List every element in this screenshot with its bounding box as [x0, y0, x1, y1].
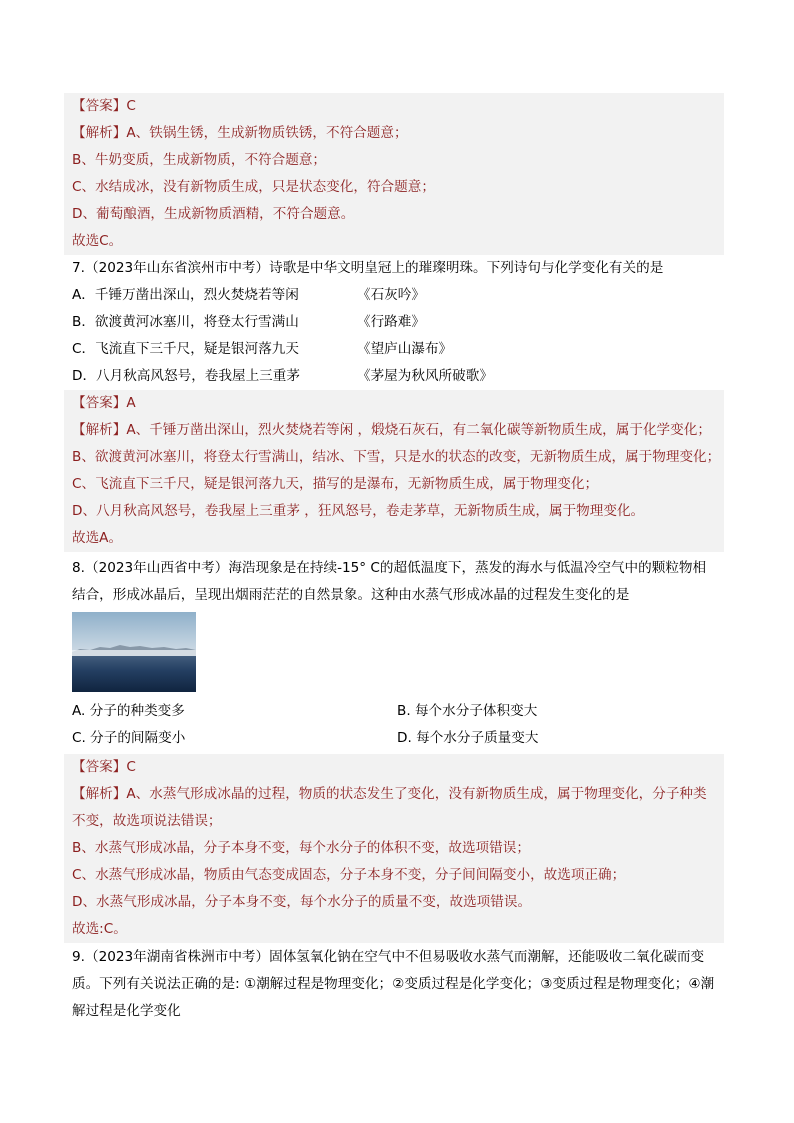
- analysis-line: D、葡萄酿酒，生成新物质酒精，不符合题意。: [72, 206, 355, 222]
- analysis-line: B、欲渡黄河冰塞川，将登太行雪满山，结冰、下雪，只是水的状态的改变，无新物质生成，属于物理变化；: [72, 449, 721, 465]
- analysis-line: C、飞流直下三千尺，疑是银河落九天，描写的是瀑布，无新物质生成，属于物理变化；: [72, 476, 599, 492]
- option-text: B．欲渡黄河冰塞川，将登太行雪满山: [72, 314, 299, 330]
- conclusion-line: 故选:C。: [72, 921, 127, 937]
- q7-solution-block: [64, 390, 724, 552]
- analysis-line: C、水蒸气形成冰晶，物质由气态变成固态，分子本身不变，分子间间隔变小，故选项正确；: [72, 867, 626, 883]
- answer-line: 【答案】C: [72, 759, 136, 775]
- option-a: A. 分子的种类变多: [72, 703, 185, 719]
- option-text: C．飞流直下三千尺，疑是银河落九天: [72, 341, 299, 357]
- fog-band: [72, 650, 196, 656]
- question-stem: 结合，形成冰晶后，呈现出烟雨茫茫的自然景象。这种由水蒸气形成冰晶的过程发生变化的是: [72, 587, 630, 603]
- answer-line: 【答案】A: [72, 395, 136, 411]
- analysis-line: C、水结成冰，没有新物质生成，只是状态变化，符合题意；: [72, 179, 435, 195]
- analysis-line: 【解析】A、千锤万凿出深山，烈火焚烧若等闲 ，煅烧石灰石，有二氧化碳等新物质生成，属于化学变化；: [72, 422, 711, 438]
- q8-solution-block: [64, 754, 724, 943]
- option-row: [64, 725, 724, 752]
- option-d: [64, 363, 724, 390]
- option-text: A．千锤万凿出深山，烈火焚烧若等闲: [72, 287, 299, 303]
- option-source: 《望庐山瀑布》: [357, 341, 453, 357]
- question-stem: 7.（2023年山东省滨州市中考）诗歌是中华文明皇冠上的璀璨明珠。下列诗句与化学变化有关的是: [72, 260, 664, 276]
- option-c: [64, 336, 724, 363]
- option-d: D. 每个水分子质量变大: [397, 730, 539, 746]
- question-9: [64, 944, 724, 1025]
- question-8: [64, 555, 724, 609]
- question-stem: 8.（2023年山西省中考）海浩现象是在持续-15° C的超低温度下，蒸发的海水与低温冷空气中的颗粒物相: [72, 560, 707, 576]
- analysis-line: 【解析】A、水蒸气形成冰晶的过程，物质的状态发生了变化，没有新物质生成，属于物理变化，分子种类: [72, 786, 707, 802]
- option-source: 《行路难》: [357, 314, 425, 330]
- option-text: D．八月秋高风怒号，卷我屋上三重茅: [72, 368, 300, 384]
- analysis-line: B、水蒸气形成冰晶，分子本身不变，每个水分子的体积不变，故选项错误；: [72, 840, 530, 856]
- option-row: [64, 698, 724, 725]
- option-b: B. 每个水分子体积变大: [397, 703, 538, 719]
- sea-fog-photo: [72, 612, 196, 692]
- analysis-line: D、水蒸气形成冰晶，分子本身不变，每个水分子的质量不变，故选项错误。: [72, 894, 532, 910]
- option-source: 《茅屋为秋风所破歌》: [357, 368, 493, 384]
- option-source: 《石灰吟》: [357, 287, 425, 303]
- answer-line: 【答案】C: [72, 98, 136, 114]
- option-a: [64, 282, 724, 309]
- question-stem: 解过程是化学变化: [72, 1003, 181, 1019]
- analysis-line: B、牛奶变质，生成新物质，不符合题意；: [72, 152, 327, 168]
- analysis-line: D、八月秋高风怒号，卷我屋上三重茅 ，狂风怒号，卷走茅草，无新物质生成，属于物理变化。: [72, 503, 645, 519]
- question-stem: 9.（2023年湖南省株洲市中考）固体氢氧化钠在空气中不但易吸收水蒸气而潮解，还能吸收二氧化碳而变: [72, 949, 705, 965]
- sea-fog-photo-graphic: [72, 612, 196, 692]
- conclusion-line: 故选C。: [72, 233, 123, 249]
- analysis-line: 不变，故选项说法错误；: [72, 813, 222, 829]
- option-c: C. 分子的间隔变小: [72, 730, 186, 746]
- analysis-line: 【解析】A、铁锅生锈，生成新物质铁锈，不符合题意；: [72, 125, 408, 141]
- question-7: [64, 255, 724, 390]
- question-stem: 质。下列有关说法正确的是: ①潮解过程是物理变化；②变质过程是化学变化；③变质过程是物理变化；④潮: [72, 976, 715, 992]
- question-8-options: [64, 698, 724, 752]
- q6-solution-block: [64, 93, 724, 255]
- option-b: [64, 309, 724, 336]
- conclusion-line: 故选A。: [72, 530, 123, 546]
- sea: [72, 656, 196, 692]
